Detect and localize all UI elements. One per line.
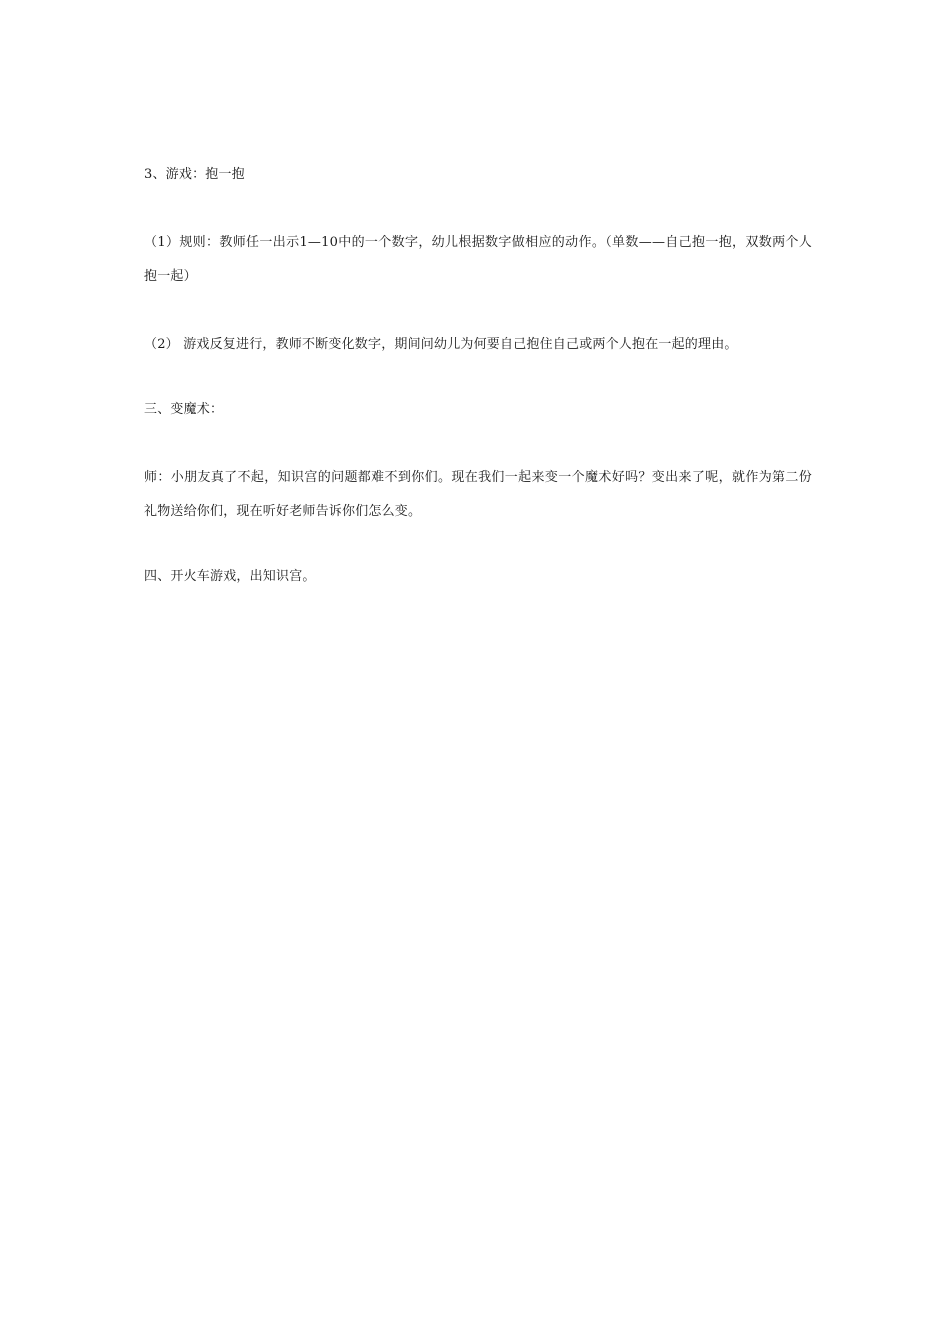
paragraph-game-heading: 3、游戏：抱一抱: [144, 167, 245, 182]
paragraph-game-rules: （1）规则：教师任一出示1—10中的一个数字，幼儿根据数字做相应的动作。（单数——自己抱一抱，双数两个人抱一起）: [144, 235, 812, 284]
paragraph-magic-intro: 师：小朋友真了不起，知识宫的问题都难不到你们。现在我们一起来变一个魔术好吗？变出来了呢，就作为第二份礼物送给你们，现在听好老师告诉你们怎么变。: [144, 470, 812, 519]
document-body: [144, 158, 812, 594]
paragraph-magic-heading: 三、变魔术：: [144, 402, 224, 417]
paragraph-train-game: 四、开火车游戏，出知识宫。: [144, 569, 316, 584]
paragraph-game-repeat: （2） 游戏反复进行，教师不断变化数字，期间问幼儿为何要自己抱住自己或两个人抱在一起的理由。: [144, 337, 738, 352]
